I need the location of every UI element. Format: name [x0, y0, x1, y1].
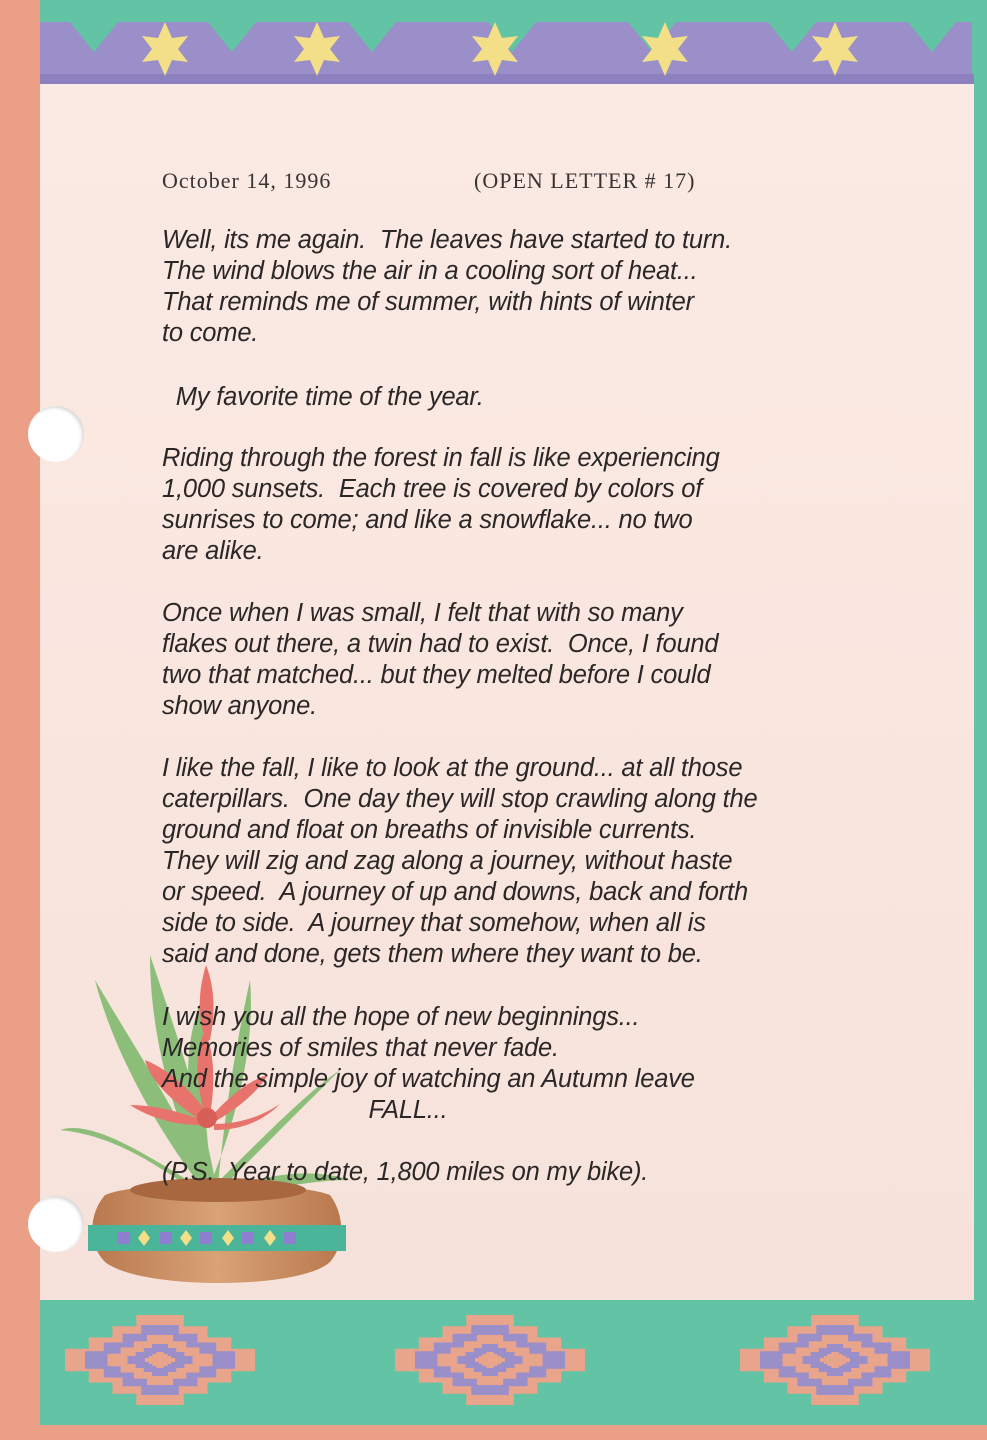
- paragraph: I like the fall, I like to look at the ground... at all those caterpillars. One day they will stop crawling along the ground and float on breaths of invisible currents. They will zig and zag along a journey, without haste or speed. A journey of up and downs, back and forth side to side. A journey that somehow, when all is said and done, gets them where they want to be.: [162, 754, 758, 968]
- paragraph: Riding through the forest in fall is like experiencing 1,000 sunsets. Each tree is covered by colors of sunrises to come; and like a snowflake... no two are alike.: [162, 444, 720, 565]
- letter-header: [162, 168, 696, 194]
- letter-date: October 14, 1996: [162, 168, 332, 193]
- letter-reference: (OPEN LETTER # 17): [474, 168, 696, 193]
- paragraph: (P.S. Year to date, 1,800 miles on my bike).: [162, 1158, 649, 1186]
- paragraph: My favorite time of the year.: [162, 383, 484, 411]
- paragraph: I wish you all the hope of new beginnings... Memories of smiles that never fade. And the simple joy of watching an Autumn leave FALL...: [162, 1003, 695, 1124]
- paragraph: Once when I was small, I felt that with so many flakes out there, a twin had to exist. Once, I found two that matched... but they melted before I could show anyone.: [162, 599, 719, 720]
- paragraph: Well, its me again. The leaves have started to turn. The wind blows the air in a cooling sort of heat... That reminds me of summer, with hints of winter to come.: [162, 226, 733, 347]
